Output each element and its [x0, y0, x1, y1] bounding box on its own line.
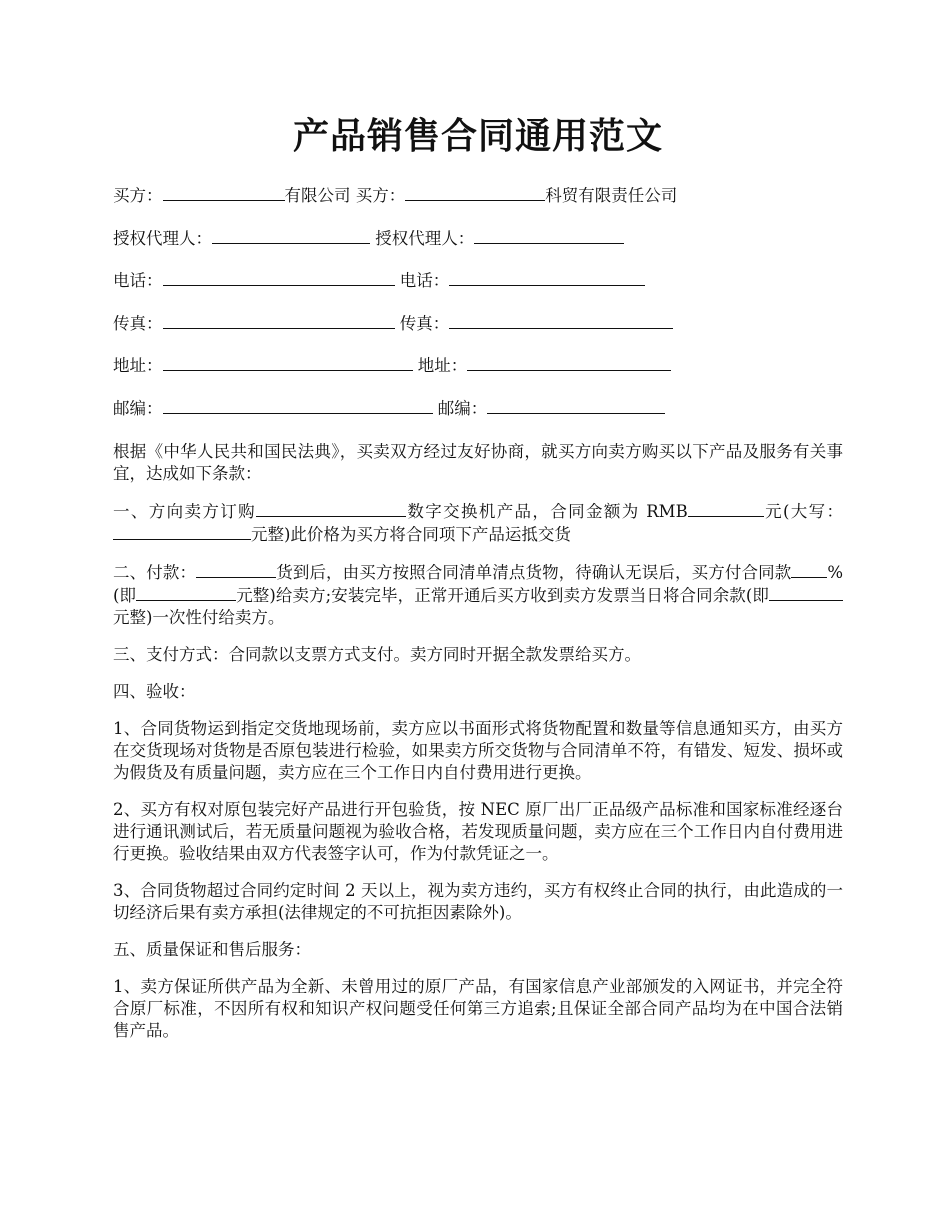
- clause-text: 元整)给卖方;安装完毕，正常开通后买方收到卖方发票当日将合同余款(即: [236, 585, 769, 605]
- blank-field: [256, 500, 406, 517]
- field-label: 邮编：: [113, 398, 163, 418]
- clause-text: 元(大写：: [763, 501, 844, 521]
- blank-field: [487, 397, 665, 414]
- field-label: 电话：: [113, 271, 163, 290]
- blank-field: [791, 561, 827, 578]
- blank-field: [449, 269, 645, 286]
- clause-text: 元整)一次性付给卖方。: [113, 607, 285, 627]
- clause-5-heading: 五、质量保证和售后服务：: [113, 939, 311, 959]
- field-label: 传真：: [394, 313, 450, 333]
- clause-text: 货到后，由买方按照合同清单清点货物，待确认无误后，买方付合同款: [276, 562, 792, 582]
- field-label: 地址：: [412, 356, 468, 375]
- agent-line: [113, 227, 843, 250]
- clause-5-item-1: 1、卖方保证所供产品为全新、未曾用过的原厂产品，有国家信息产业部颁发的入网证书，并完全符合原厂标准，不因所有权和知识产权问题受任何第三方追索;且保证全部合同产品均为在中国合法销售产品。: [113, 976, 843, 1040]
- clause-4-item-2: 2、买方有权对原包装完好产品进行开包验货，按 NEC 原厂出厂正品级产品标准和国家标准经逐台进行通讯测试后，若无质量问题视为验收合格，若发现质量问题，卖方应在三个工作日内自付费用进行更换。验收结果由双方代表签字认可，作为付款凭证之一。: [113, 799, 843, 863]
- blank-field: [769, 584, 843, 601]
- clause-text: 二、付款：: [113, 562, 197, 582]
- blank-field: [405, 184, 545, 201]
- field-label: 授权代理人：: [113, 228, 212, 248]
- field-label: 地址：: [113, 356, 163, 375]
- blank-field: [688, 500, 764, 517]
- field-label: 电话：: [394, 271, 450, 290]
- field-label: 有限公司 买方：: [284, 186, 406, 205]
- blank-field: [136, 584, 236, 601]
- blank-field: [163, 312, 395, 329]
- blank-field: [449, 312, 673, 329]
- intro-paragraph: 根据《中华人民共和国民法典》，买卖双方经过友好协商，就买方向卖方购买以下产品及服务有关事宜，达成如下条款：: [113, 441, 843, 483]
- field-label: 邮编：: [432, 398, 488, 418]
- blank-field: [163, 184, 285, 201]
- blank-field: [467, 354, 671, 371]
- fax-line: [113, 312, 843, 335]
- field-label: 传真：: [113, 313, 163, 333]
- blank-field: [163, 397, 433, 414]
- blank-field: [163, 269, 395, 286]
- phone-line: [113, 269, 843, 292]
- blank-field: [113, 523, 251, 540]
- clause-text: %(即: [113, 562, 844, 605]
- blank-field: [474, 227, 624, 244]
- address-line: [113, 354, 843, 377]
- clause-1: [113, 500, 843, 546]
- clause-text: 一、方向卖方订购: [113, 501, 256, 521]
- clause-2: [113, 561, 843, 629]
- clause-4-item-1: 1、合同货物运到指定交货地现场前，卖方应以书面形式将货物配置和数量等信息通知买方，由买方在交货现场对货物是否原包装进行检验，如果卖方所交货物与合同清单不符，有错发、短发、损坏或为假货及有质量问题，卖方应在三个工作日内自付费用进行更换。: [113, 718, 843, 782]
- clause-4-heading: 四、验收：: [113, 681, 196, 701]
- document-page: [113, 110, 843, 1057]
- clause-3: 三、支付方式：合同款以支票方式支付。卖方同时开据全款发票给买方。: [113, 644, 641, 664]
- blank-field: [212, 227, 370, 244]
- field-label: 授权代理人：: [370, 228, 475, 248]
- field-label: 买方：: [113, 186, 163, 205]
- clause-text: 数字交换机产品，合同金额为 RMB: [405, 501, 688, 521]
- clause-4-item-3: 3、合同货物超过合同约定时间 2 天以上，视为卖方违约，买方有权终止合同的执行，由此造成的一切经济后果有卖方承担(法律规定的不可抗拒因素除外)。: [113, 880, 843, 922]
- clause-text: 元整)此价格为买方将合同项下产品运抵交货: [251, 524, 571, 544]
- field-label: 科贸有限责任公司: [545, 186, 678, 205]
- blank-field: [163, 354, 413, 371]
- postcode-line: [113, 397, 843, 420]
- buyer-seller-line: [113, 184, 843, 207]
- document-title: 产品销售合同通用范文: [292, 115, 663, 157]
- blank-field: [196, 561, 276, 578]
